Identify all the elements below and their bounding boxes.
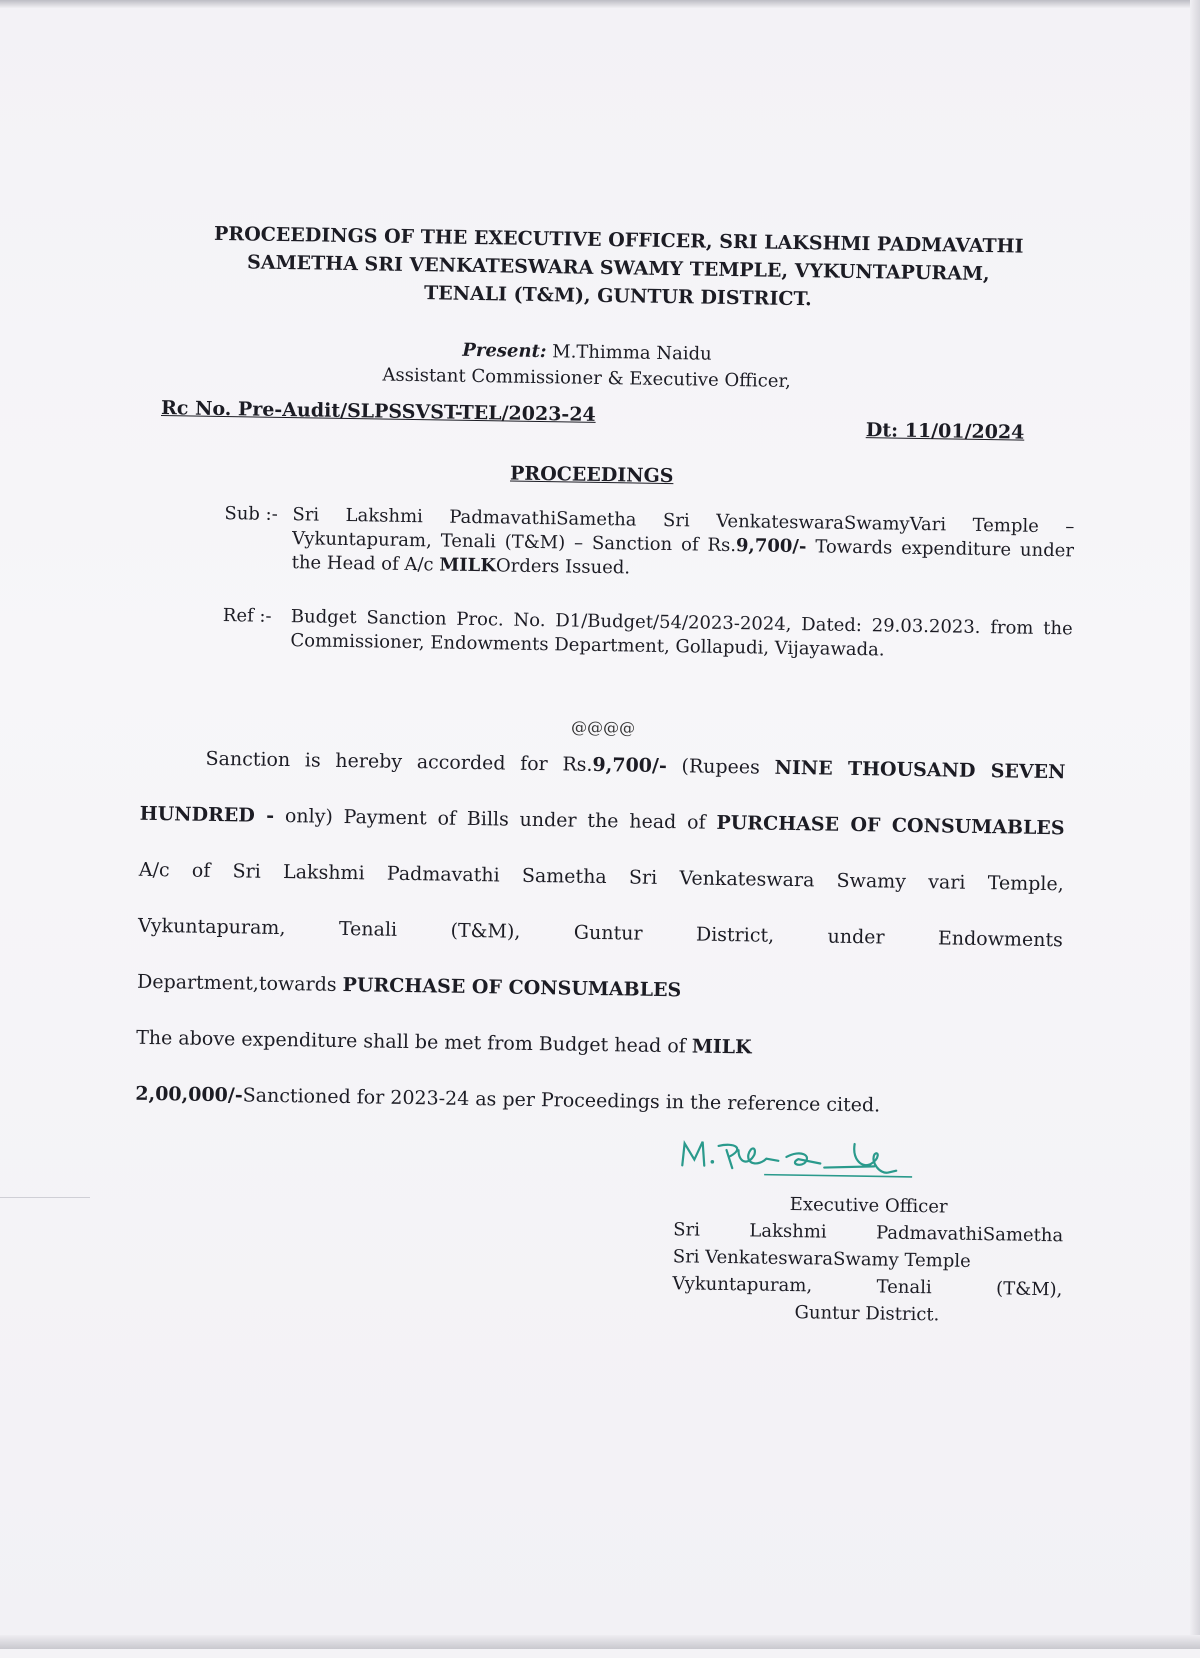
reference-number: Rc No. Pre-Audit/SLPSSVST-TEL/2023-24	[160, 397, 596, 426]
present-officer-name: M.Thimma Naidu	[552, 341, 712, 365]
present-block	[306, 335, 867, 396]
subject-paragraph: Sub :- Sri Lakshmi PadmavathiSametha Sri VenkateswaraSwamyVari Temple – Vykuntapuram, Tenali (T&M) – Sanction of Rs.9,700/- Towards expenditure under the Head of A/c MILKOrders Issued.	[224, 503, 1075, 579]
body-line: A/c of Sri Lakshmi Padmavathi Sametha Sri Venkateswara Swamy vari Temple,	[138, 858, 1064, 896]
reference-label: Ref :-	[222, 605, 272, 627]
document-title: PROCEEDINGS OF THE EXECUTIVE OFFICER, SRI LAKSHMI PADMAVATHI SAMETHA SRI VENKATESWARA SWAMY TEMPLE, VYKUNTAPURAM, TENALI (T&M), GUNTUR DISTRICT.	[213, 222, 1024, 311]
body-line: Department,towards PURCHASE OF CONSUMABLES	[136, 970, 682, 1002]
subject-label: Sub :-	[224, 503, 278, 525]
present-label: Present:	[462, 339, 547, 363]
signatory-designation: Executive Officer	[789, 1194, 948, 1218]
body-line: HUNDRED - only) Payment of Bills under the head of PURCHASE OF CONSUMABLES	[139, 802, 1065, 840]
body-line: The above expenditure shall be met from Budget head of MILK	[136, 1026, 752, 1059]
signature	[674, 1131, 965, 1184]
present-designation: Assistant Commissioner & Executive Officer,	[382, 364, 791, 392]
signature-block: Executive Officer Sri Lakshmi PadmavathiSametha Sri VenkateswaraSwamy Temple Vykuntapuram, Tenali (T&M), Guntur District.	[672, 1189, 1064, 1330]
body-line: Vykuntapuram, Tenali (T&M), Guntur District, under Endowments	[137, 914, 1064, 952]
reference-paragraph: Ref :- Budget Sanction Proc. No. D1/Budget/54/2023-2024, Dated: 29.03.2023. from the Commissioner, Endowments Department, Gollapudi, Vijayawada.	[222, 605, 1073, 661]
separator-mark: @@@@	[570, 717, 636, 738]
body-line: 2,00,000/-Sanctioned for 2023-24 as per Proceedings in the reference cited.	[135, 1082, 881, 1117]
document-date: Dt: 11/01/2024	[865, 419, 1025, 444]
body-line: Sanction is hereby accorded for Rs.9,700/- (Rupees NINE THOUSAND SEVEN	[205, 747, 1066, 784]
proceedings-heading: PROCEEDINGS	[509, 462, 674, 488]
